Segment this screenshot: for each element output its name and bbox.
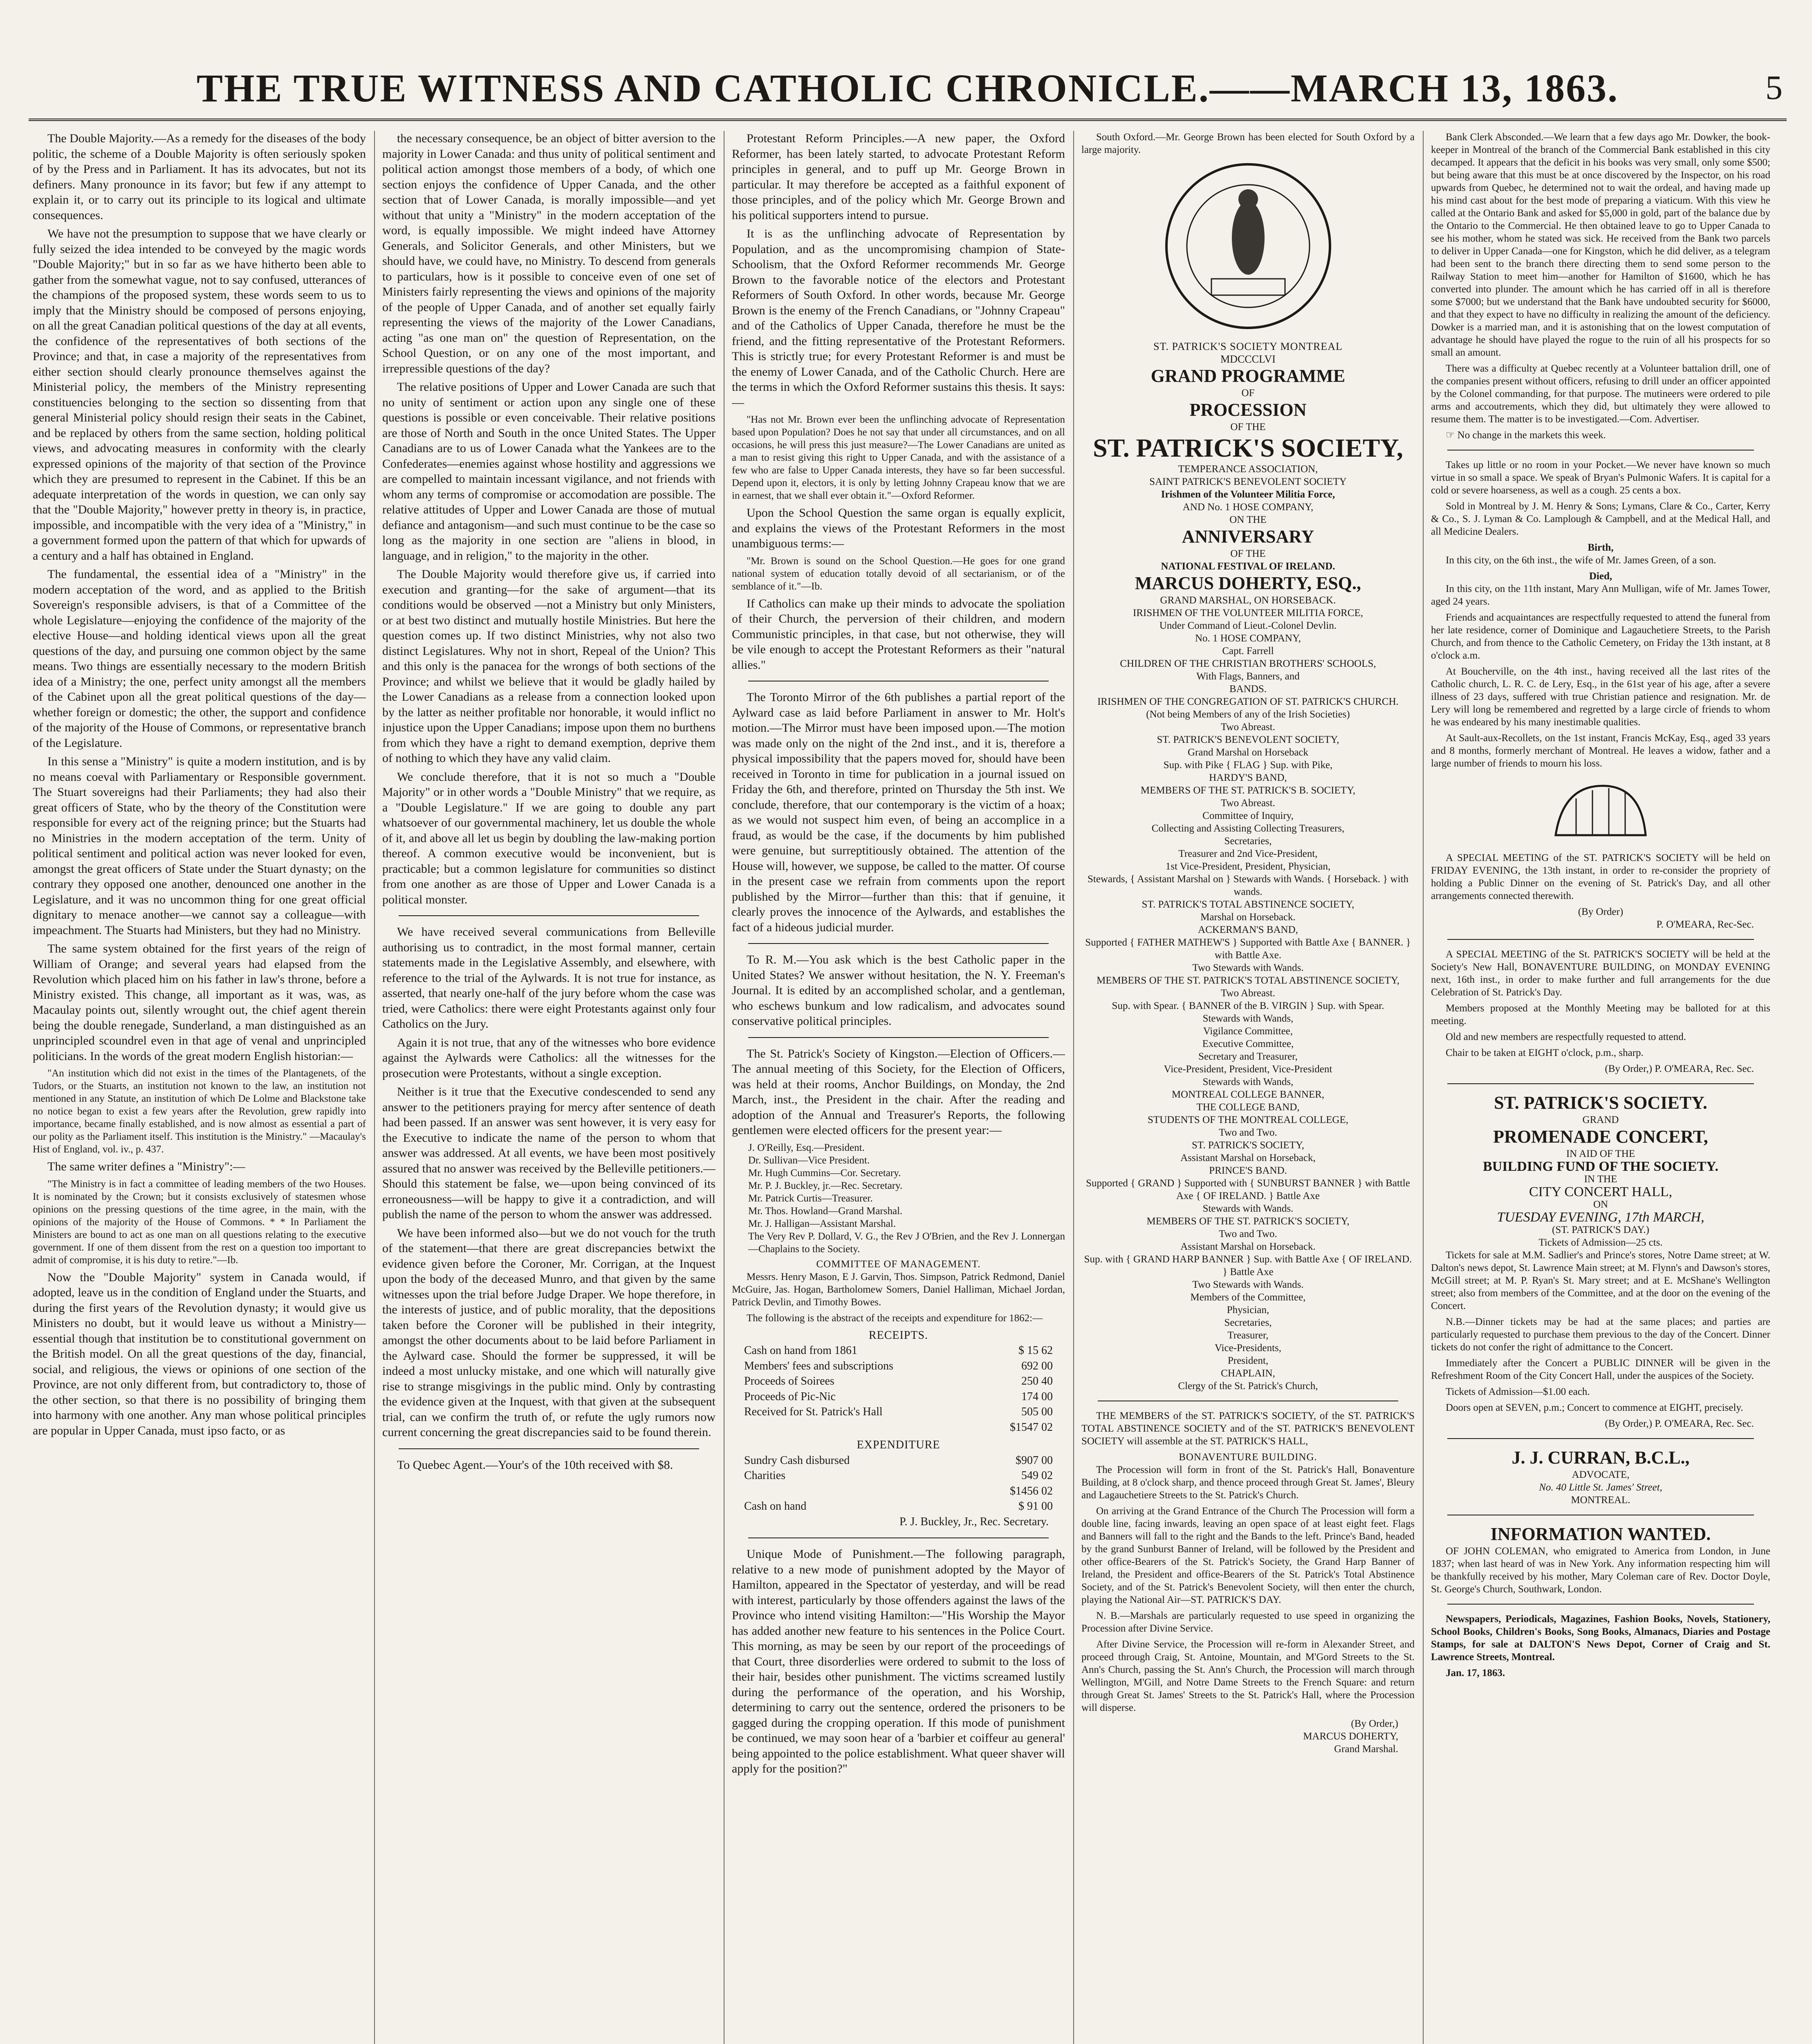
officer: Mr. Thos. Howland—Grand Marshal. <box>748 1205 903 1217</box>
programme-line: MONTREAL COLLEGE BANNER, <box>1171 1089 1325 1100</box>
programme-line: 1st Vice-President, President, Physician, <box>1165 861 1331 872</box>
programme-line: Assistant Marshal on Horseback, <box>1180 1152 1316 1163</box>
programme-line: Clergy of the St. Patrick's Church, <box>1178 1381 1318 1392</box>
signature: P. J. Buckley, Jr., Rec. Secretary. <box>899 1515 1049 1528</box>
article-paragraph: The Toronto Mirror of the 6th publishes a partial report of the Aylward case as laid before Parliament in answer to Mr. Holt's motion.—The Mirror must have been imposed upon.—The motion was made only on the night of the 2nd inst., and it is, therefore a physical impossibility that the papers moved for, should have been received in Toronto in time for publication in a journal issued on Friday the 6th, and therefore, printed on Thursday the 5th inst. We conclude, therefore, that our contemporary is the victim of a hoax; as we would not suspect him even, of being an accomplice in a fraud, as would be the case, if the documents by him published were genuine, but surreptitiously obtained. The attention of the House will, however, we suppose, be called to the matter. Of course in the present case we refrain from comments upon the report published by the Mirror—further than this: that if genuine, it clearly proves the innocence of the Aylwards, and establishes the fact of a hideous judicial murder. <box>732 690 1065 934</box>
officer: Mr. Patrick Curtis—Treasurer. <box>748 1192 873 1204</box>
society-title: ST. PATRICK'S SOCIETY, <box>1093 433 1403 462</box>
anniversary-title: ANNIVERSARY <box>1182 527 1314 547</box>
notice: OF JOHN COLEMAN, who emigrated to America from London, in June 1837; when last heard of was in New York. Any information respecting him will be thankfully received by his mother, Mary Coleman care of Rev. Doctor Doyle, St. George's Church, Southwark, London. <box>1431 1546 1770 1595</box>
programme-line: Executive Committee, <box>1202 1038 1294 1049</box>
column-2 <box>382 131 715 2044</box>
table-total: $1547 02 <box>1010 1421 1053 1434</box>
programme-line: Sup. with Pike { FLAG } Sup. with Pike, <box>1163 760 1333 771</box>
divider <box>1447 1604 1754 1605</box>
programme-line: IRISHMEN OF THE CONGREGATION OF ST. PATRICK'S CHURCH. <box>1097 696 1399 707</box>
notice: Tickets of Admission—$1.00 each. <box>1446 1386 1590 1397</box>
notice: Chair to be taken at EIGHT o'clock, p.m., sharp. <box>1446 1047 1644 1058</box>
notice: Friends and acquaintances are respectfully requested to attend the funeral from her late residence, corner of Dominique and Lagauchetiere Streets, to the Parish Church, and from thence to the Catholic Cemetery, on Friday the 13th instant, at 8 o'clock a.m. <box>1431 612 1770 661</box>
programme-line: ST. PATRICK'S TOTAL ABSTINENCE SOCIETY, <box>1141 899 1355 910</box>
abstract-text: The following is the abstract of the receipts and expenditure for 1862:— <box>747 1312 1043 1324</box>
article-paragraph: The fundamental, the essential idea of a "Ministry" in the modern acceptation of the word, and as applied to the British Sovereign's responsible advisers, is that of a Committee of the whole Legislature—enjoying the confidence of the majority of the elective House—and holding identical views upon all the great questions of the day, and pursuing one common object by the same means. Two things are essentially necessary to the modern British idea of a Ministry; the one, perfect unity amongst all the members of the Cabinet upon all the great political questions of the day—whether foreign or domestic; the other, the support and confidence of the majority of the House of Commons, or representative branch of the Legislature. <box>33 567 366 750</box>
programme-line: Stewards with Wands. <box>1202 1203 1294 1214</box>
article-paragraph: Again it is not true, that any of the witnesses who bore evidence against the Aylwards were Catholics: all the witnesses for the prosecution were Protestants, without a single exception. <box>382 1035 715 1080</box>
harp-emblem <box>1539 774 1662 843</box>
signature: MARCUS DOHERTY, <box>1303 1731 1398 1742</box>
programme-of: OF THE <box>1230 548 1266 559</box>
officer: Dr. Sullivan—Vice President. <box>748 1154 870 1166</box>
concert-line: BUILDING FUND OF THE SOCIETY. <box>1483 1159 1718 1174</box>
divider <box>1447 1438 1754 1439</box>
programme-line: Vigilance Committee, <box>1203 1026 1293 1037</box>
officer-list <box>732 1141 1065 1255</box>
article-paragraph: The St. Patrick's Society of Kingston.—Election of Officers.—The annual meeting of this Society, for the Election of Officers, was held at their rooms, Anchor Buildings, on Monday, the 2nd March, inst., the President in the chair. After the reading and adoption of the Annual and Treasurer's Reports, the following gentlemen were elected officers for the present year:— <box>732 1047 1065 1137</box>
programme-line: Stewards with Wands, <box>1202 1013 1294 1024</box>
article-paragraph: Protestant Reform Principles.—A new paper, the Oxford Reformer, has been lately started, to advocate Protestant Reform principles in general, and to puff up Mr. George Brown in particular. It may therefore be accepted as a faithful exponent of those principles, and of the policy which Mr. George Brown and his political supporters intend to pursue. <box>732 132 1065 222</box>
programme-line: (Not being Members of any of the Irish Societies) <box>1146 709 1350 720</box>
programme-line: BANDS. <box>1229 684 1267 695</box>
programme-line: Supported { GRAND } Supported with { SUNBURST BANNER } with Battle Axe { OF IRELAND. } Battle Axe <box>1086 1178 1410 1201</box>
article-paragraph: We have not the presumption to suppose that we have clearly or fully seized the idea intended to be conveyed by the magic words "Double Majority;" but in so far as we have hitherto been able to gather from the somewhat vague, not to say confused, utterances of the champions of the proposed system, these words seem to us to imply that the Ministry should be composed of persons enjoying, on all the great Canadian political questions of the day at all events, the confidence of the representatives of both sections of the Province; and that, in case a majority of the representatives from either section should clearly pronounce themselves against the Ministerial policy, the members of the Ministry representing constituencies belonging to the section so dissenting from that general Ministerial policy should resign their seats in the Cabinet, and be replaced by others from the same section, holding political views, and advocating measures in conformity with the clearly expressed opinions of the majority of that section of the Province which they are presumed to represent in the Cabinet. If this be an adequate interpretation of the words in question, we can only say that the "Double Majority," however pretty in theory is, in practice, impossible, and incompatible with the very idea of a "Ministry," in a government formed upon the pattern of that which for upwards of a century and a half has obtained in England. <box>33 227 366 563</box>
article-paragraph: The relative positions of Upper and Lower Canada are such that no unity of sentiment or action upon any single one of these questions is possible or even conceivable. Their relative positions are those of North and South in the once United States. The Upper Canadians are to us of Lower Canada what the Yankees are to the Confederates—enemies against whose hostility and aggressions we are compelled to maintain incessant vigilance, and not friends with whom any terms of compromise or accomodation are possible. The relative attitudes of Upper and Lower Canada are those of mutual defiance and antagonism—and such must continue to be the case so long as the majority in one section are "aliens in blood, in language, and in religion," to the majority in the other. <box>382 380 715 563</box>
divider <box>1447 1083 1754 1084</box>
programme-line: Members of the Committee, <box>1190 1292 1306 1303</box>
programme-line: Assistant Marshal on Horseback. <box>1180 1241 1316 1252</box>
programme-line: IRISHMEN OF THE VOLUNTEER MILITIA FORCE, <box>1133 607 1363 619</box>
table-row: Proceeds of Pic-Nic 174 00 <box>744 1390 1053 1403</box>
programme-line: MEMBERS OF THE ST. PATRICK'S B. SOCIETY, <box>1140 785 1356 796</box>
programme-line: Two Abreast. <box>1221 798 1275 809</box>
expenditure-heading: EXPENDITURE <box>857 1439 940 1451</box>
programme-line: CHILDREN OF THE CHRISTIAN BROTHERS' SCHOOLS, <box>1120 658 1376 669</box>
column-rule <box>374 131 375 2044</box>
article-paragraph: The Double Majority.—As a remedy for the diseases of the body politic, the scheme of a Double Majority is often seriously spoken of by the Press and in Parliament. It has its advocates, but not its definers. Many pronounce in its favor; but few if any attempt to explain it, or to carry out its principle to its logical and ultimate consequences. <box>33 132 366 222</box>
programme-line: Two Abreast. <box>1221 722 1275 733</box>
advocate-name: J. J. CURRAN, B.C.L., <box>1511 1448 1690 1468</box>
programme-line: Under Command of Lieut.-Colonel Devlin. <box>1159 620 1337 631</box>
programme-line: With Flags, Banners, and <box>1196 671 1300 682</box>
programme-line: Two Stewards with Wands. <box>1192 1279 1304 1290</box>
article-paragraph: ☞ No change in the markets this week. <box>1446 430 1606 441</box>
concert-line: GRAND <box>1582 1114 1619 1125</box>
programme-line: Committee of Inquiry, <box>1202 810 1294 821</box>
officer: J. O'Reilly, Esq.—President. <box>748 1142 865 1153</box>
signature: P. O'MEARA, Rec-Sec. <box>1656 919 1754 930</box>
quotation: "The Ministry is in fact a committee of leading members of the two Houses. It is nominated by the Crown; but it consists exclusively of statesmen whose opinions on the pressing questions of the time agree, in the main, with the opinions of the majority of the House of Commons. * * In Parliament the Ministers are bound to act as one man on all questions relating to the executive government. If one of them dissent from the rest on a question too important to admit of compromise, it is his duty to retire."—Ib. <box>33 1178 366 1266</box>
programme-line: ST. PATRICK'S SOCIETY, <box>1192 1140 1304 1151</box>
programme-line: Secretary and Treasurer, <box>1198 1051 1298 1062</box>
article-paragraph: Neither is it true that the Executive condescended to send any answer to the petitioners praying for mercy after sentence of death had been passed. If an answer was sent however, it is very easy for the Executive to indicate the name of the person to whom that answer was addressed. At all events, we have been most positively assured that no answer was received by the Belleville petitioners.—Should this statement be false, we—upon being convinced of its erroneousness—will be happy to give it a contradiction, and will publish the name of the person to whom the answer was addressed. <box>382 1085 715 1221</box>
column-rule <box>1423 131 1424 2044</box>
table-total: $1456 02 <box>1010 1484 1053 1497</box>
article-paragraph: We conclude therefore, that it is not so much a "Double Majority" or in other words a "Double Ministry" that we require, as a "Double Legislature." If we are going to double any part whatsoever of our governmental machinery, let us double the whole of it, and above all let us begin by doubling the law-making portion thereof. A common executive would be inconvenient, but is practicable; but a common legislature for communities so distinct from one another as are those of Upper and Lower Canada is a political monster. <box>382 770 715 906</box>
died-heading: Died, <box>1589 571 1612 582</box>
programme-title: GRAND PROGRAMME <box>1150 366 1346 386</box>
article-paragraph: We have received several communications from Belleville authorising us to contradict, in the most formal manner, certain statements made in the Legislative Assembly, and elsewhere, with reference to the trial of the Aylwards. It is not true for instance, as asserted, that nearly one-half of the jury before whom the case was tried, were Catholics: there were eight Protestants against only four Catholics on the Jury. <box>382 925 715 1031</box>
programme-line: Two Abreast. <box>1221 988 1275 999</box>
committee-text: Messrs. Henry Mason, E J. Garvin, Thos. Simpson, Patrick Redmond, Daniel McGuire, Jas. Hogan, Bartholomew Somers, Daniel Halliman, Michael Jordan, Patrick Devlin, and Timothy Bowes. <box>732 1271 1065 1308</box>
programme-line: Physician, <box>1227 1304 1269 1316</box>
notice: Tickets for sale at M.M. Sadlier's and Prince's stores, Notre Dame street; at W. Dalton's news depot, St. Lawrence Main street; at M. Flynn's and Dawson's stores, McGill street; at M. P. Ryan's St. Mary street; and at E. McShane's Wellington street; also from members of the Committee, and at the door on the evening of the Concert. <box>1431 1250 1770 1311</box>
column-4 <box>1081 131 1415 2044</box>
table-row: Charities 549 02 <box>744 1469 1053 1482</box>
committee-heading: COMMITTEE OF MANAGEMENT. <box>816 1258 981 1270</box>
grand-marshal-name: MARCUS DOHERTY, ESQ., <box>1135 573 1361 593</box>
table-row: Received for St. Patrick's Hall 505 00 <box>744 1405 1053 1418</box>
notice: N.B.—Dinner tickets may be had at the same places; and parties are particularly requested to purchase them previous to the day of the Concert. Dinner tickets do not confer the right of admittance to the Concert. <box>1431 1316 1770 1353</box>
programme-line: Two and Two. <box>1219 1228 1277 1239</box>
notice: At Sault-aux-Recollets, on the 1st instant, Francis McKay, Esq., aged 33 years and 8 months, formerly merchant of Montreal. He leaves a widow, father and a large number of friends to mourn his loss. <box>1431 733 1770 769</box>
article-paragraph: We have been informed also—but we do not vouch for the truth of the statement—that there are great discrepancies betwixt the evidence given before the Coroner, Mr. Corrigan, at the Inquest upon the body of the deceased Munro, and that given by the same witnesses upon the trial before Judge Draper. We hope therefore, in the interests of justice, and of public morality, that the depositions taken before the Coroner will be published in their integrity, amongst the other documents about to be laid before Parliament in the Aylward case. Should the former be suppressed, it will be indeed a most unlucky mistake, and one which will naturally give rise to strange misgivings in the public mind. Only by contrasting the evidence given at the Inquest, with that given at the subsequent trial, can we confirm the truth of, or refute the ugly rumors now current concerning the great discrepancies said to be found therein. <box>382 1226 715 1439</box>
society-seal <box>1162 160 1334 332</box>
programme-line: Collecting and Assisting Collecting Treasurers, <box>1151 823 1345 834</box>
programme-line: CHAPLAIN, <box>1221 1368 1275 1379</box>
concert-line: ON <box>1593 1199 1608 1210</box>
programme-line: Two and Two. <box>1219 1127 1277 1138</box>
table-row: Members' fees and subscriptions 692 00 <box>744 1359 1053 1372</box>
column-5 <box>1431 131 1770 2044</box>
programme-line: Sup. with Spear. { BANNER of the B. VIRGIN } Sup. with Spear. <box>1112 1000 1384 1011</box>
programme-line: MEMBERS OF THE ST. PATRICK'S SOCIETY, <box>1146 1216 1350 1227</box>
programme-line: Grand Marshal on Horseback <box>1187 747 1309 758</box>
programme-line: HARDY'S BAND, <box>1209 772 1287 783</box>
programme-line: PRINCE'S BAND. <box>1209 1165 1287 1176</box>
festival-title: NATIONAL FESTIVAL OF IRELAND. <box>1161 561 1335 572</box>
article-paragraph: Upon the School Question the same organ is equally explicit, and explains the views of the Protestant Reformers in the most unambiguous terms:— <box>732 506 1065 550</box>
article-paragraph: Takes up little or no room in your Pocket.—We never have known so much virtue in so small a space. We speak of Bryan's Pulmonic Wafers. It is capital for a cold or severe hoarseness, as well as a cough. 25 cents a box. <box>1431 459 1770 496</box>
signature: Grand Marshal. <box>1334 1744 1398 1755</box>
article-paragraph: There was a difficulty at Quebec recently at a Volunteer battalion drill, one of the companies present without officers, refusing to drill under an officer appointed by the Colonel commanding, for that purpose. The mutineers were ordered to pile arms and accoutrements, which they did, but ultimately they were allowed to resume them. The matter is to be investigated.—Com. Advertiser. <box>1431 363 1770 425</box>
article-paragraph: On arriving at the Grand Entrance of the Church The Procession will form a double line, facing inwards, leaving an open space of at least eight feet. Flags and Banners will fall to the right and the Bands to the left. Prince's Band, headed by the grand Sunburst Banner of Ireland, will be followed by the President and other office-Bearers of the St. Patrick's Society, the Grand Harp Banner of Ireland, the President and office-Bearers of the St. Patrick's Total Abstinence Society, and of the St. Patrick's Benevolent Society, will then enter the church, playing the National Air—ST. PATRICK'S DAY. <box>1081 1506 1415 1605</box>
programme-line: No. 1 HOSE COMPANY, <box>1195 633 1301 644</box>
info-heading: INFORMATION WANTED. <box>1490 1524 1711 1544</box>
seal-year: MDCCCLVI <box>1220 353 1276 365</box>
programme-line: AND No. 1 HOSE COMPANY, <box>1182 502 1314 513</box>
article-paragraph: South Oxford.—Mr. George Brown has been elected for South Oxford by a large majority. <box>1081 132 1415 155</box>
article-paragraph: The same system obtained for the first years of the reign of William of Orange; and several years had elapsed from the Revolution which placed him on his father in law's throne, before a Ministry existed. This change, all important as it was, was, as Macaulay points out, silently wrought out, the chief agent therein being the double renegade, Sunderland, a man distinguished as an unprincipled scoundrel even in that age of venal and unprincipled politicians. In the words of the great modern English historian:— <box>33 942 366 1063</box>
birth-heading: Birth, <box>1588 542 1614 553</box>
article-paragraph: The same writer defines a "Ministry":— <box>47 1160 245 1173</box>
article-paragraph: To Quebec Agent.—Your's of the 10th received with $8. <box>397 1458 673 1472</box>
article-paragraph: N. B.—Marshals are particularly requested to use speed in organizing the Procession after Divine Service. <box>1081 1610 1415 1634</box>
programme-line: GRAND MARSHAL, ON HORSEBACK. <box>1160 595 1336 606</box>
table-row: Sundry Cash disbursed $907 00 <box>744 1454 1053 1467</box>
programme-line: ST. PATRICK'S BENEVOLENT SOCIETY, <box>1157 734 1339 745</box>
article-paragraph: The Procession will form in front of the St. Patrick's Hall, Bonaventure Building, at 8 o'clock sharp, and thence proceed through Great St. James', Bleury and Lagauchetiere Streets to the St. Patrick's Church. <box>1081 1464 1415 1501</box>
article-paragraph: Sold in Montreal by J. M. Henry & Sons; Lymans, Clare & Co., Carter, Kerry & Co., S. J. Lyman & Co. Lamplough & Campbell, and at the Medical Hall, and all Medicine Dealers. <box>1431 501 1770 537</box>
notice: Doors open at SEVEN, p.m.; Concert to commence at EIGHT, precisely. <box>1446 1402 1743 1413</box>
programme-line: Capt. Farrell <box>1222 645 1274 657</box>
divider <box>399 1448 699 1449</box>
programme-line: Marshal on Horseback. <box>1200 912 1296 923</box>
programme-line: Vice-President, President, Vice-President <box>1164 1064 1332 1075</box>
quotation: "Has not Mr. Brown ever been the unflinching advocate of Representation based upon Population? Does he not say that under all circumstances, and on all occasions, he will press this just measure?—The Lower Canadians are united as a man to resist giving this right to Upper Canada, and with the assistance of a few who are false to Upper Canada interests, they have so far been successful. Depend upon it, electors, it is only by letting Johnny Crapeau know that we are in earnest, that we shall ever obtain it."—Oxford Reformer. <box>732 414 1065 501</box>
procession-title: PROCESSION <box>1189 400 1307 420</box>
officer: The Very Rev P. Dollard, V. G., the Rev J O'Brien, and the Rev J. Lonnergan—Chaplains to the Society. <box>748 1230 1065 1255</box>
notice: In this city, on the 6th inst., the wife of Mr. James Green, of a son. <box>1446 555 1716 566</box>
article-paragraph: To R. M.—You ask which is the best Catholic paper in the United States? We answer without hesitation, the N. Y. Freeman's Journal. It is edited by an accomplished scholar, and a gentleman, who eschews bunkum and low radicalism, and advocates sound conservative political principles. <box>732 953 1065 1028</box>
concert-line: (ST. PATRICK'S DAY.) <box>1552 1224 1649 1235</box>
receipts-heading: RECEIPTS. <box>868 1329 928 1342</box>
programme-line: Secretaries, <box>1224 1317 1272 1328</box>
programme-line: Treasurer and 2nd Vice-President, <box>1178 848 1318 859</box>
notice: Members proposed at the Monthly Meeting may be balloted for at this meeting. <box>1431 1003 1770 1026</box>
quotation: "Mr. Brown is sound on the School Question.—He goes for one grand national system of education totally devoid of all sectarianism, or of the semblance of it."—Ib. <box>732 555 1065 592</box>
table-row: Proceeds of Soirees 250 40 <box>744 1375 1053 1387</box>
page-number: 5 <box>1765 69 1783 107</box>
divider <box>1447 939 1754 940</box>
programme-line: BONAVENTURE BUILDING. <box>1179 1452 1317 1463</box>
signature: (By Order,) P. O'MEARA, Rec. Sec. <box>1605 1418 1754 1429</box>
programme-line: Stewards, { Assistant Marshal on } Stewards with Wands. { Horseback. } with wands. <box>1087 874 1409 897</box>
table-row: Cash on hand $ 91 00 <box>744 1500 1053 1513</box>
programme-line: Stewards with Wands, <box>1202 1076 1294 1087</box>
programme-line: ACKERMAN'S BAND, <box>1198 924 1298 935</box>
quotation: "An institution which did not exist in the times of the Plantagenets, of the Tudors, or the Stuarts, an institution not known to the law, an institution not mentioned in any Statute, an institution of which De Lolme and Blackstone take no notice began to exist a few years after the Revolution, grew rapidly into importance, became finally established, and is now almost as essential a part of our polity as the Parliament itself. This institution is the Ministry." —Macaulay's Hist of England, vol. iv., p. 437. <box>33 1068 366 1155</box>
seal-text: ST. PATRICK'S SOCIETY MONTREAL <box>1153 341 1343 352</box>
column-1 <box>33 131 366 2044</box>
concert-society-title: ST. PATRICK'S SOCIETY. <box>1494 1093 1707 1113</box>
advocate-line: ADVOCATE, <box>1572 1469 1630 1480</box>
notice: A SPECIAL MEETING of the St. PATRICK'S SOCIETY will be held at the Society's New Hall, BONAVENTURE BUILDING, on MONDAY EVENING next, 16th inst., in order to make further and full arrangements for the due Celebration of St. Patrick's Day. <box>1431 949 1770 998</box>
divider <box>399 915 699 916</box>
notice: Immediately after the Concert a PUBLIC DINNER will be given in the Refreshment Room of the City Concert Hall, under the auspices of the Society. <box>1431 1358 1770 1381</box>
expenditure-table <box>732 1437 1065 1529</box>
programme-line: Two Stewards with Wands. <box>1192 962 1304 973</box>
notice-date: Jan. 17, 1863. <box>1446 1667 1505 1679</box>
programme-line: President, <box>1227 1355 1269 1366</box>
programme-line: ON THE <box>1229 514 1267 525</box>
notice: Newspapers, Periodicals, Magazines, Fashion Books, Novels, Stationery, School Books, Children's Books, Song Books, Almanacs, Diaries and Postage Stamps, for sale at DALTON'S News Depot, Corner of Craig and St. Lawrence Streets, Montreal. <box>1431 1614 1770 1663</box>
article-paragraph: Now the "Double Majority" system in Canada would, if adopted, leave us in the condition of England under the Stuarts, and during the first years of the Revolution dynasty; it would give us Ministers no doubt, but it would leave us without a Ministry—essential though that institution be to constitutional government on the British model. On all the great questions of the day, financial, social, and religious, the views or opinions of one section of the Province, are not only different from, but contradictory to, those of the other section, so that there is no possibility of bringing them into harmony with one another. Any man whose political principles are popular in Upper Canada, must ipso facto, or as <box>33 1270 366 1437</box>
divider <box>748 943 1049 944</box>
article-paragraph: THE MEMBERS of the ST. PATRICK'S SOCIETY, of the ST. PATRICK'S TOTAL ABSTINENCE SOCIETY and of the ST. PATRICK'S BENEVOLENT SOCIETY will assemble at the ST. PATRICK'S HALL, <box>1081 1410 1415 1447</box>
concert-line: CITY CONCERT HALL, <box>1529 1184 1673 1199</box>
signature: (By Order) <box>1578 906 1624 917</box>
signature: (By Order,) P. O'MEARA, Rec. Sec. <box>1605 1063 1754 1074</box>
programme-line: Treasurer, <box>1227 1330 1269 1341</box>
programme-line: THE COLLEGE BAND, <box>1196 1102 1300 1113</box>
concert-date: TUESDAY EVENING, 17th MARCH, <box>1497 1210 1704 1225</box>
programme-line: Secretaries, <box>1224 836 1272 847</box>
concert-line: IN THE <box>1584 1174 1617 1185</box>
column-3 <box>732 131 1065 2044</box>
article-paragraph: In this sense a "Ministry" is quite a modern institution, and is by no means coeval with Parliamentary or Responsible government. The Stuart sovereigns had their Parliaments; they had also their great officers of State, who by the theory of the Constitution were responsible for every act of the reigning prince; but the Stuarts had no Ministries in the modern acceptation of the term. Unity of political sentiment and political action was never looked for even, amongst the great officers of State under the Stuart dynasty; on the contrary they opposed one another, denounced one another in the Legislature, and it was no uncommon thing for one great official dignitary to menace another—we cannot say a colleague—with impeachment. The Stuarts had Ministers, but they had no Ministry. <box>33 755 366 937</box>
table-row: Cash on hand from 1861 $ 15 62 <box>744 1344 1053 1357</box>
article-paragraph: It is as the unflinching advocate of Representation by Population, and as the uncompromising champion of State-Schoolism, that the Oxford Reformer recommends Mr. George Brown to the favorable notice of the electors and Protestant Reformers of South Oxford. In other words, because Mr. George Brown is the enemy of the French Canadians, or "Johnny Crapeau" and of the Catholics of Upper Canada, therefore he must be the friend, and the fitting representative of the Protestant Reformers. This is strictly true; for every Protestant Reformer is and must be the enemy of Lower Canada, and of the Catholic Church. Here are the terms in which the Oxford Reformer sustains this thesis. It says:— <box>732 227 1065 409</box>
advocate-address: No. 40 Little St. James' Street, <box>1539 1482 1662 1493</box>
concert-line: Tickets of Admission—25 cts. <box>1538 1237 1663 1248</box>
article-paragraph: Unique Mode of Punishment.—The following paragraph, relative to a new mode of punishment adopted by the Mayor of Hamilton, appeared in the Spectator of yesterday, and will be read with interest, particularly by those offenders against the laws of the Province who intend visiting Hamilton:—"His Worship the Mayor has added another new feature to his sentences in the Police Court. This morning, as may be seen by our report of the proceedings of that Court, three disorderlies were ordered to submit to the loss of their hair, besides other punishment. The victims screamed lustily during the performance of the operation, and his Worship, determining to carry out the sentence, ordered the prisoners to be gagged during the cropping operation. If this mode of punishment be continued, we may soon hear of a 'barbier et coiffeur au general' being appointed to the police establishment. What queer shaver will apply for the position?" <box>732 1547 1065 1775</box>
notice: At Boucherville, on the 4th inst., having received all the last rites of the Catholic church, L. R. C. de Lery, Esq., in the 61st year of his age, after a severe illness of 23 days, suffered with true Christian patience and resignation. Mr. de Lery will long be remembered and regretted by a large circle of friends to whom he was endeared by his many inestimable qualities. <box>1431 666 1770 728</box>
programme-line: Supported { FATHER MATHEW'S } Supported with Battle Axe { BANNER. } with Battle Axe. <box>1085 937 1411 961</box>
notice: A SPECIAL MEETING of the ST. PATRICK'S SOCIETY will be held on FRIDAY EVENING, the 13th instant, in order to re-consider the propriety of holding a Public Dinner on the evening of St. Patrick's Day, and all other arrangements connected therewith. <box>1431 852 1770 901</box>
article-paragraph: Bank Clerk Absconded.—We learn that a few days ago Mr. Dowker, the book-keeper in Montreal of the branch of the Commercial Bank established in this city decamped. It appears that the deficit in his books was very small, only some $500; but being aware that this must be at once discovered by the Inspector, on his road upwards from Quebec, he determined not to wait the ordeal, and having made up his mind cast about for the best mode of preparing a viaticum. With this view he called at the Ontario Bank and asked for $5,000 in gold, part of the balance due by the Ontario to the Commercial. He then obtained leave to go to Upper Canada to see his mother, whom he stated was sick. He received from the Bank two parcels to deliver in Upper Canada—one for Kingston, which he did deliver, as a telegram had been sent to the branch there directing them to send some person to the Railway Station to meet him—another for Hamilton of $1600, which he has converted into plunder. The amount which he has carried off in all is therefore some $7000; but we understand that the Bank have undoubted security for $6000, and that they expect to have no difficulty in realizing the amount of the deficiency. Dowker is a married man, and it is astonishing that on the lowest computation of advantage he should have played the rogue to the ruin of all his prospects for so small an amount. <box>1431 132 1770 358</box>
concert-line: IN AID OF THE <box>1566 1148 1635 1159</box>
programme-line: MEMBERS OF THE ST. PATRICK'S TOTAL ABSTINENCE SOCIETY, <box>1097 975 1399 986</box>
notice: In this city, on the 11th instant, Mary Ann Mulligan, wife of Mr. James Tower, aged 24 years. <box>1431 583 1770 607</box>
programme-line: TEMPERANCE ASSOCIATION, <box>1178 464 1318 475</box>
programme-line: STUDENTS OF THE MONTREAL COLLEGE, <box>1148 1114 1348 1125</box>
article-paragraph: the necessary consequence, be an object of bitter aversion to the majority in Lower Canada: and thus unity of political sentiment and political action amongst those members of a body, of which one section enjoys the confidence of Upper Canada, and the other section that of Lower Canada, is morally impossible—and yet without that unity a "Ministry" in the modern acceptation of the word, is equally impossible. We might indeed have Attorney Generals, and Solicitor Generals, and other Ministers, but we should have, we could have, no Ministry. To descend from generals to particulars, how is it possible to conceive even of one set of Ministers fairly representing the views and opinions of the majority of the people of Upper Canada, and of another set equally fairly representing the views of the majority of the Lower Canadians, acting "as one man on" the question of Representation, on the School Question, or on any one of the most important, and irrepressible questions of the day? <box>382 132 715 375</box>
column-rule <box>1073 131 1074 2044</box>
divider <box>748 1037 1049 1038</box>
advocate-line: MONTREAL. <box>1571 1495 1630 1506</box>
article-paragraph: The Double Majority would therefore give us, if carried into execution and granting—for the sake of argument—that its conditions would be observed —not a Ministry but only Ministers, or at best two distinct and mutually hostile Ministries. But here the question comes up. If two distinct Ministries, why not also two distinct Legislatures. Why not in short, Repeal of the Union? This and this only is the panacea for the wrongs of both sections of the Province; and whilst we believe that it would be gladly hailed by the Lower Canadians as a release from a connection looked upon by the latter as neither profitable nor honorable, it would inflict no injustice upon the Upper Canadians; impose upon them no burthens from which they have a right to demand exemption, deprive them of nothing to which they have any valid claim. <box>382 567 715 765</box>
receipts-table <box>732 1328 1065 1435</box>
concert-title: PROMENADE CONCERT, <box>1493 1127 1708 1147</box>
masthead <box>29 61 1787 121</box>
divider <box>748 1537 1049 1538</box>
programme-line: Vice-Presidents, <box>1214 1342 1282 1354</box>
article-paragraph: If Catholics can make up their minds to advocate the spoliation of their Church, the perversion of their children, and modern Communistic principles, in that case, but not otherwise, they will be vile enough to accept the Protestant Reformers as their "natural allies." <box>732 596 1065 672</box>
officer: Mr. Hugh Cummins—Cor. Secretary. <box>748 1167 901 1179</box>
programme-of: OF <box>1241 388 1255 399</box>
programme-line: SAINT PATRICK'S BENEVOLENT SOCIETY <box>1149 476 1347 487</box>
officer: Mr. P. J. Buckley, jr.—Rec. Secretary. <box>748 1180 903 1191</box>
masthead-title: THE TRUE WITNESS AND CATHOLIC CHRONICLE.——MARCH 13, 1863. <box>196 66 1619 110</box>
signature: (By Order,) <box>1351 1718 1398 1729</box>
programme-line: Irishmen of the Volunteer Militia Force, <box>1161 489 1335 500</box>
notice: Old and new members are respectfully requested to attend. <box>1446 1031 1686 1042</box>
programme-of: OF THE <box>1230 421 1266 433</box>
programme-line: Sup. with { GRAND HARP BANNER } Sup. with Battle Axe { OF IRELAND. } Battle Axe <box>1084 1254 1412 1278</box>
officer: Mr. J. Halligan—Assistant Marshal. <box>748 1218 896 1229</box>
article-paragraph: After Divine Service, the Procession will re-form in Alexander Street, and proceed through Craig, St. Antoine, Mountain, and M'Gord Streets to the St. Ann's Church, passing the St. Ann's Church, the Procession will march through Wellington, M'Gill, and Notre Dame Streets to the French Square: and return through Great St. James' Streets to the St. Patrick's Hall, where the Procession will disperse. <box>1081 1639 1415 1713</box>
